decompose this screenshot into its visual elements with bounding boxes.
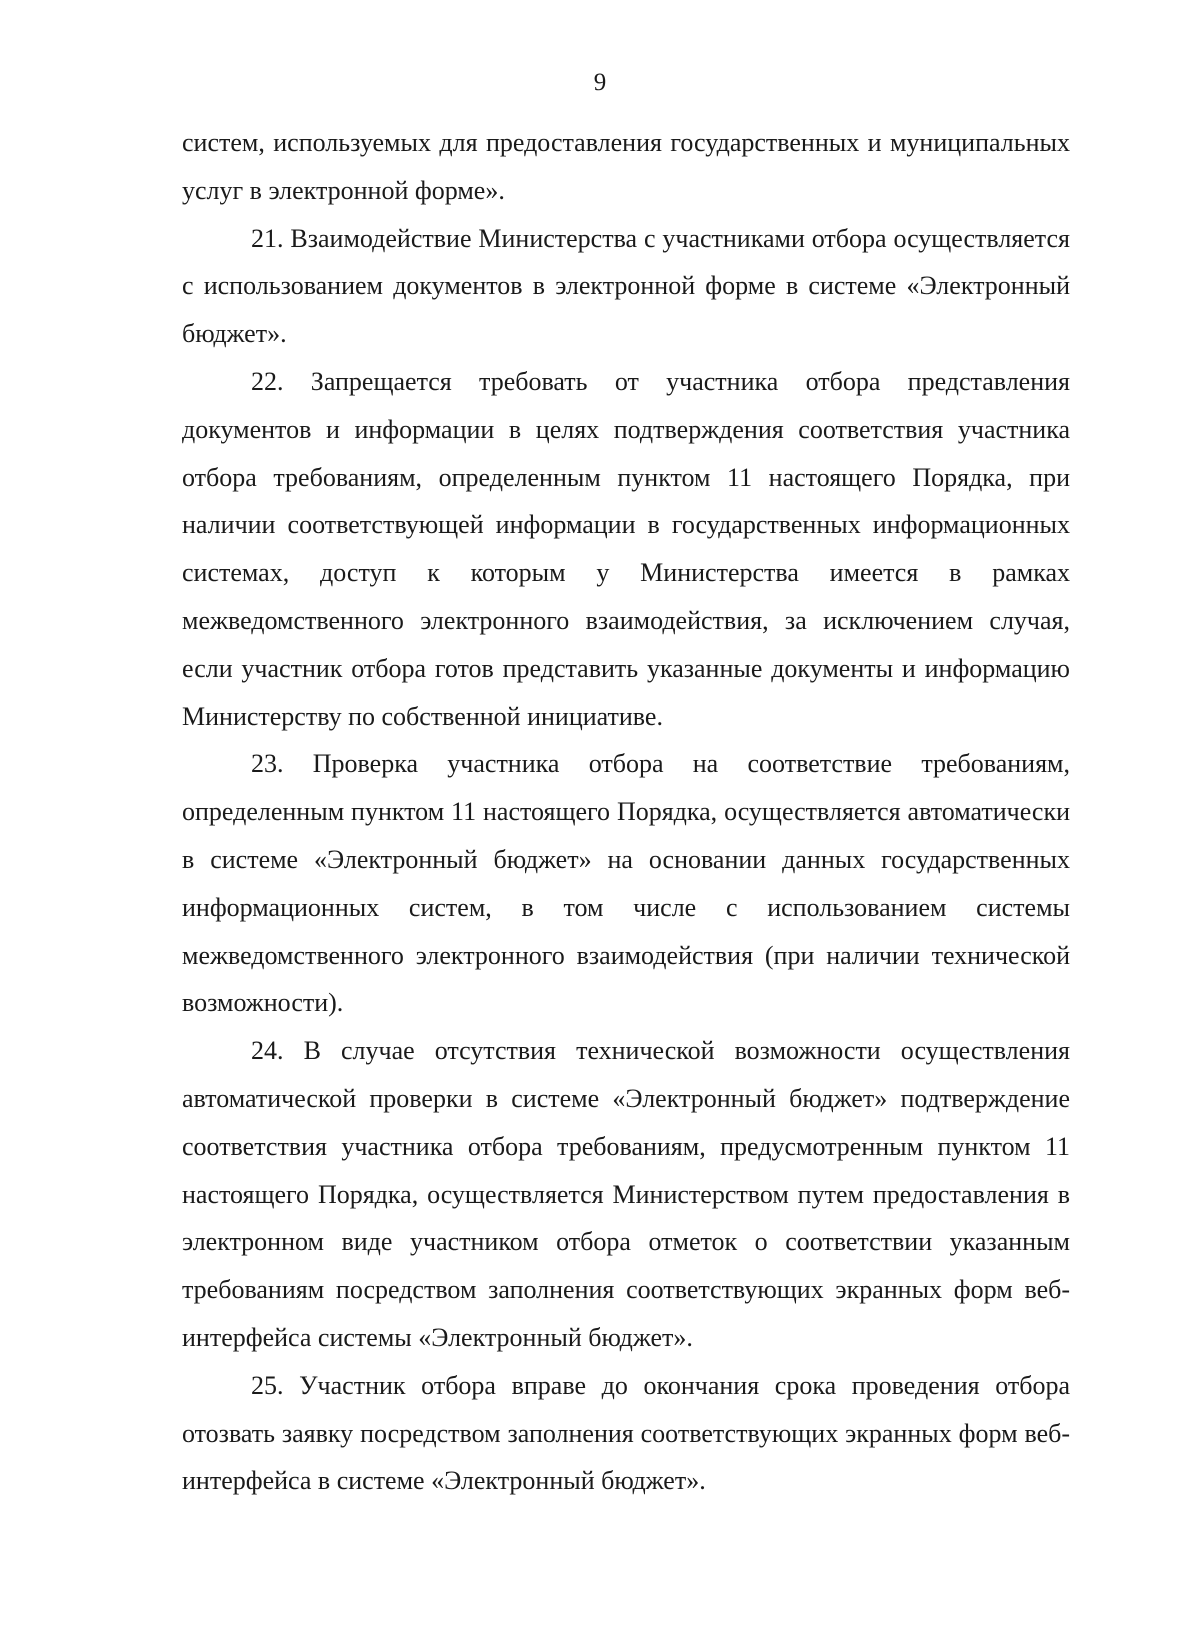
document-body <box>182 119 1070 1505</box>
paragraph-22: 22. Запрещается требовать от участника отбора представления документов и информации в целях подтверждения соответствия участника отбора требованиям, определенным пунктом 11 настоящего Порядка, при наличии соответствующей информации в государственных информационных системах, доступ к которым у Министерства имеется в рамках межведомственного электронного взаимодействия, за исключением случая, если участник отбора готов представить указанные документы и информацию Министерству по собственной инициативе. <box>182 366 1070 731</box>
page-number: 9 <box>593 69 607 96</box>
paragraph-continuation: систем, используемых для предоставления государственных и муниципальных услуг в электронной форме». <box>182 128 1070 205</box>
paragraph-23: 23. Проверка участника отбора на соответствие требованиям, определенным пунктом 11 настоящего Порядка, осуществляется автоматически в системе «Электронный бюджет» на основании данных государственных информационных систем, в том числе с использованием системы межведомственного электронного взаимодействия (при наличии технической возможности). <box>182 749 1070 1018</box>
paragraph-25: 25. Участник отбора вправе до окончания срока проведения отбора отозвать заявку посредством заполнения соответствующих экранных форм веб-интерфейса в системе «Электронный бюджет». <box>182 1370 1070 1496</box>
paragraph-21: 21. Взаимодействие Министерства с участниками отбора осуществляется с использованием документов в электронной форме в системе «Электронный бюджет». <box>182 223 1070 349</box>
paragraph-24: 24. В случае отсутствия технической возможности осуществления автоматической проверки в системе «Электронный бюджет» подтверждение соответствия участника отбора требованиям, предусмотренным пунктом 11 настоящего Порядка, осуществляется Министерством путем предоставления в электронном виде участником отбора отметок о соответствии указанным требованиям посредством заполнения соответствующих экранных форм веб-интерфейса системы «Электронный бюджет». <box>182 1036 1070 1352</box>
